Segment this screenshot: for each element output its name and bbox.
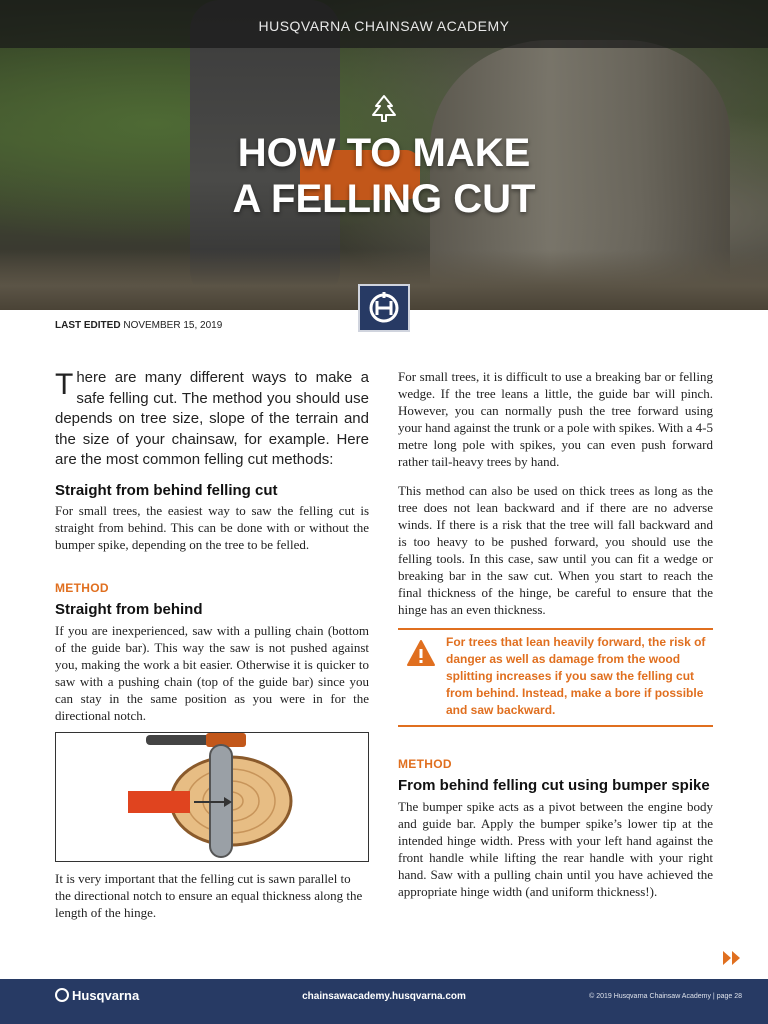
method-label: METHOD (55, 580, 109, 595)
hero-image (0, 0, 768, 310)
husqvarna-logo-icon (358, 284, 410, 332)
title-line-1: HOW TO MAKE (237, 131, 531, 175)
intro-text: here are many different ways to make a safe felling cut. The method you should use depends on tree size, slope of the terrain and the size of your chainsaw, for example. Here are the most common felling cut methods: (55, 369, 369, 468)
banner-text: HUSQVARNA CHAINSAW ACADEMY (258, 18, 510, 34)
last-edited-date: NOVEMBER 15, 2019 (123, 320, 223, 331)
footer-url[interactable]: chainsawacademy.husqvarna.com (302, 991, 466, 1002)
method-heading-2: From behind felling cut using bumper spike (398, 777, 710, 794)
last-edited-label: LAST EDITED (55, 320, 121, 331)
title-line-2: A FELLING CUT (232, 177, 536, 221)
next-page-icon[interactable] (722, 950, 742, 966)
method-text-2: The bumper spike acts as a pivot between the engine body and guide bar. Apply the bumper spike’s lower tip at the intended hinge width. Press with your left hand against the front handle while lifting the rear handle with your right hand. Saw with a pulling chain until you have achieved the appropriate hinge width (and uniform thickness!). (398, 799, 713, 899)
intro-paragraph (55, 368, 369, 471)
footer-brand-text: Husqvarna (72, 988, 140, 1003)
last-edited (55, 320, 222, 331)
right-column (398, 368, 713, 900)
right-paragraph-1: For small trees, it is difficult to use a breaking bar or felling wedge. If the tree leans a little, the guide bar will pinch. However, you can normally push the tree forward using your hand against the trunk or a pole with spikes. With a 4-5 metre long pole with spikes, you can even push forward rather tail-heavy trees by hand. (398, 369, 713, 469)
banner-bar (0, 0, 768, 48)
warning-icon (406, 638, 436, 668)
footer (0, 979, 768, 1024)
method-label-2: METHOD (398, 757, 452, 771)
intro-dropcap: T (55, 368, 74, 401)
page-title (0, 130, 768, 222)
left-column (55, 368, 369, 921)
warning-box (398, 628, 713, 727)
section-heading-straight-from-behind: Straight from behind felling cut (55, 481, 278, 499)
right-paragraph-2: This method can also be used on thick trees as long as the tree does not lean backward and if there are no adverse winds. If there is a risk that the tree will fall backward and is too heavy to be pushed forward, you should use the felling tools. In this case, saw until you can fit a wedge or breaking bar in the saw cut. When you start to reach the final thickness of the hinge, be careful to ensure that the hinge has an even thickness. (398, 483, 713, 617)
footer-copyright: © 2019 Husqvarna Chainsaw Academy | page 28 (589, 993, 742, 1000)
felling-cut-illustration (55, 732, 369, 862)
method-text: If you are inexperienced, saw with a pulling chain (bottom of the guide bar). This way the saw is not pushed against you, making the work a bit easier. Otherwise it is quicker to saw with a pushing chain (top of the guide bar) since you can stay in the same position as you were in for the directional notch. (55, 622, 369, 723)
figure-caption: It is very important that the felling cut is sawn parallel to the directional notch to ensure an equal thickness along the length of the hinge. (55, 870, 363, 920)
tree-icon (369, 94, 399, 124)
method-heading: Straight from behind (55, 600, 203, 618)
section-text-straight-from-behind: For small trees, the easiest way to saw the felling cut is straight from behind. This can be done with or without the bumper spike, depending on the tree to be felled. (55, 502, 369, 552)
warning-text: For trees that lean heavily forward, the risk of danger as well as damage from the wood splitting increases if you saw the felling cut from behind. Instead, make a bore if possible and saw backward. (446, 635, 706, 717)
